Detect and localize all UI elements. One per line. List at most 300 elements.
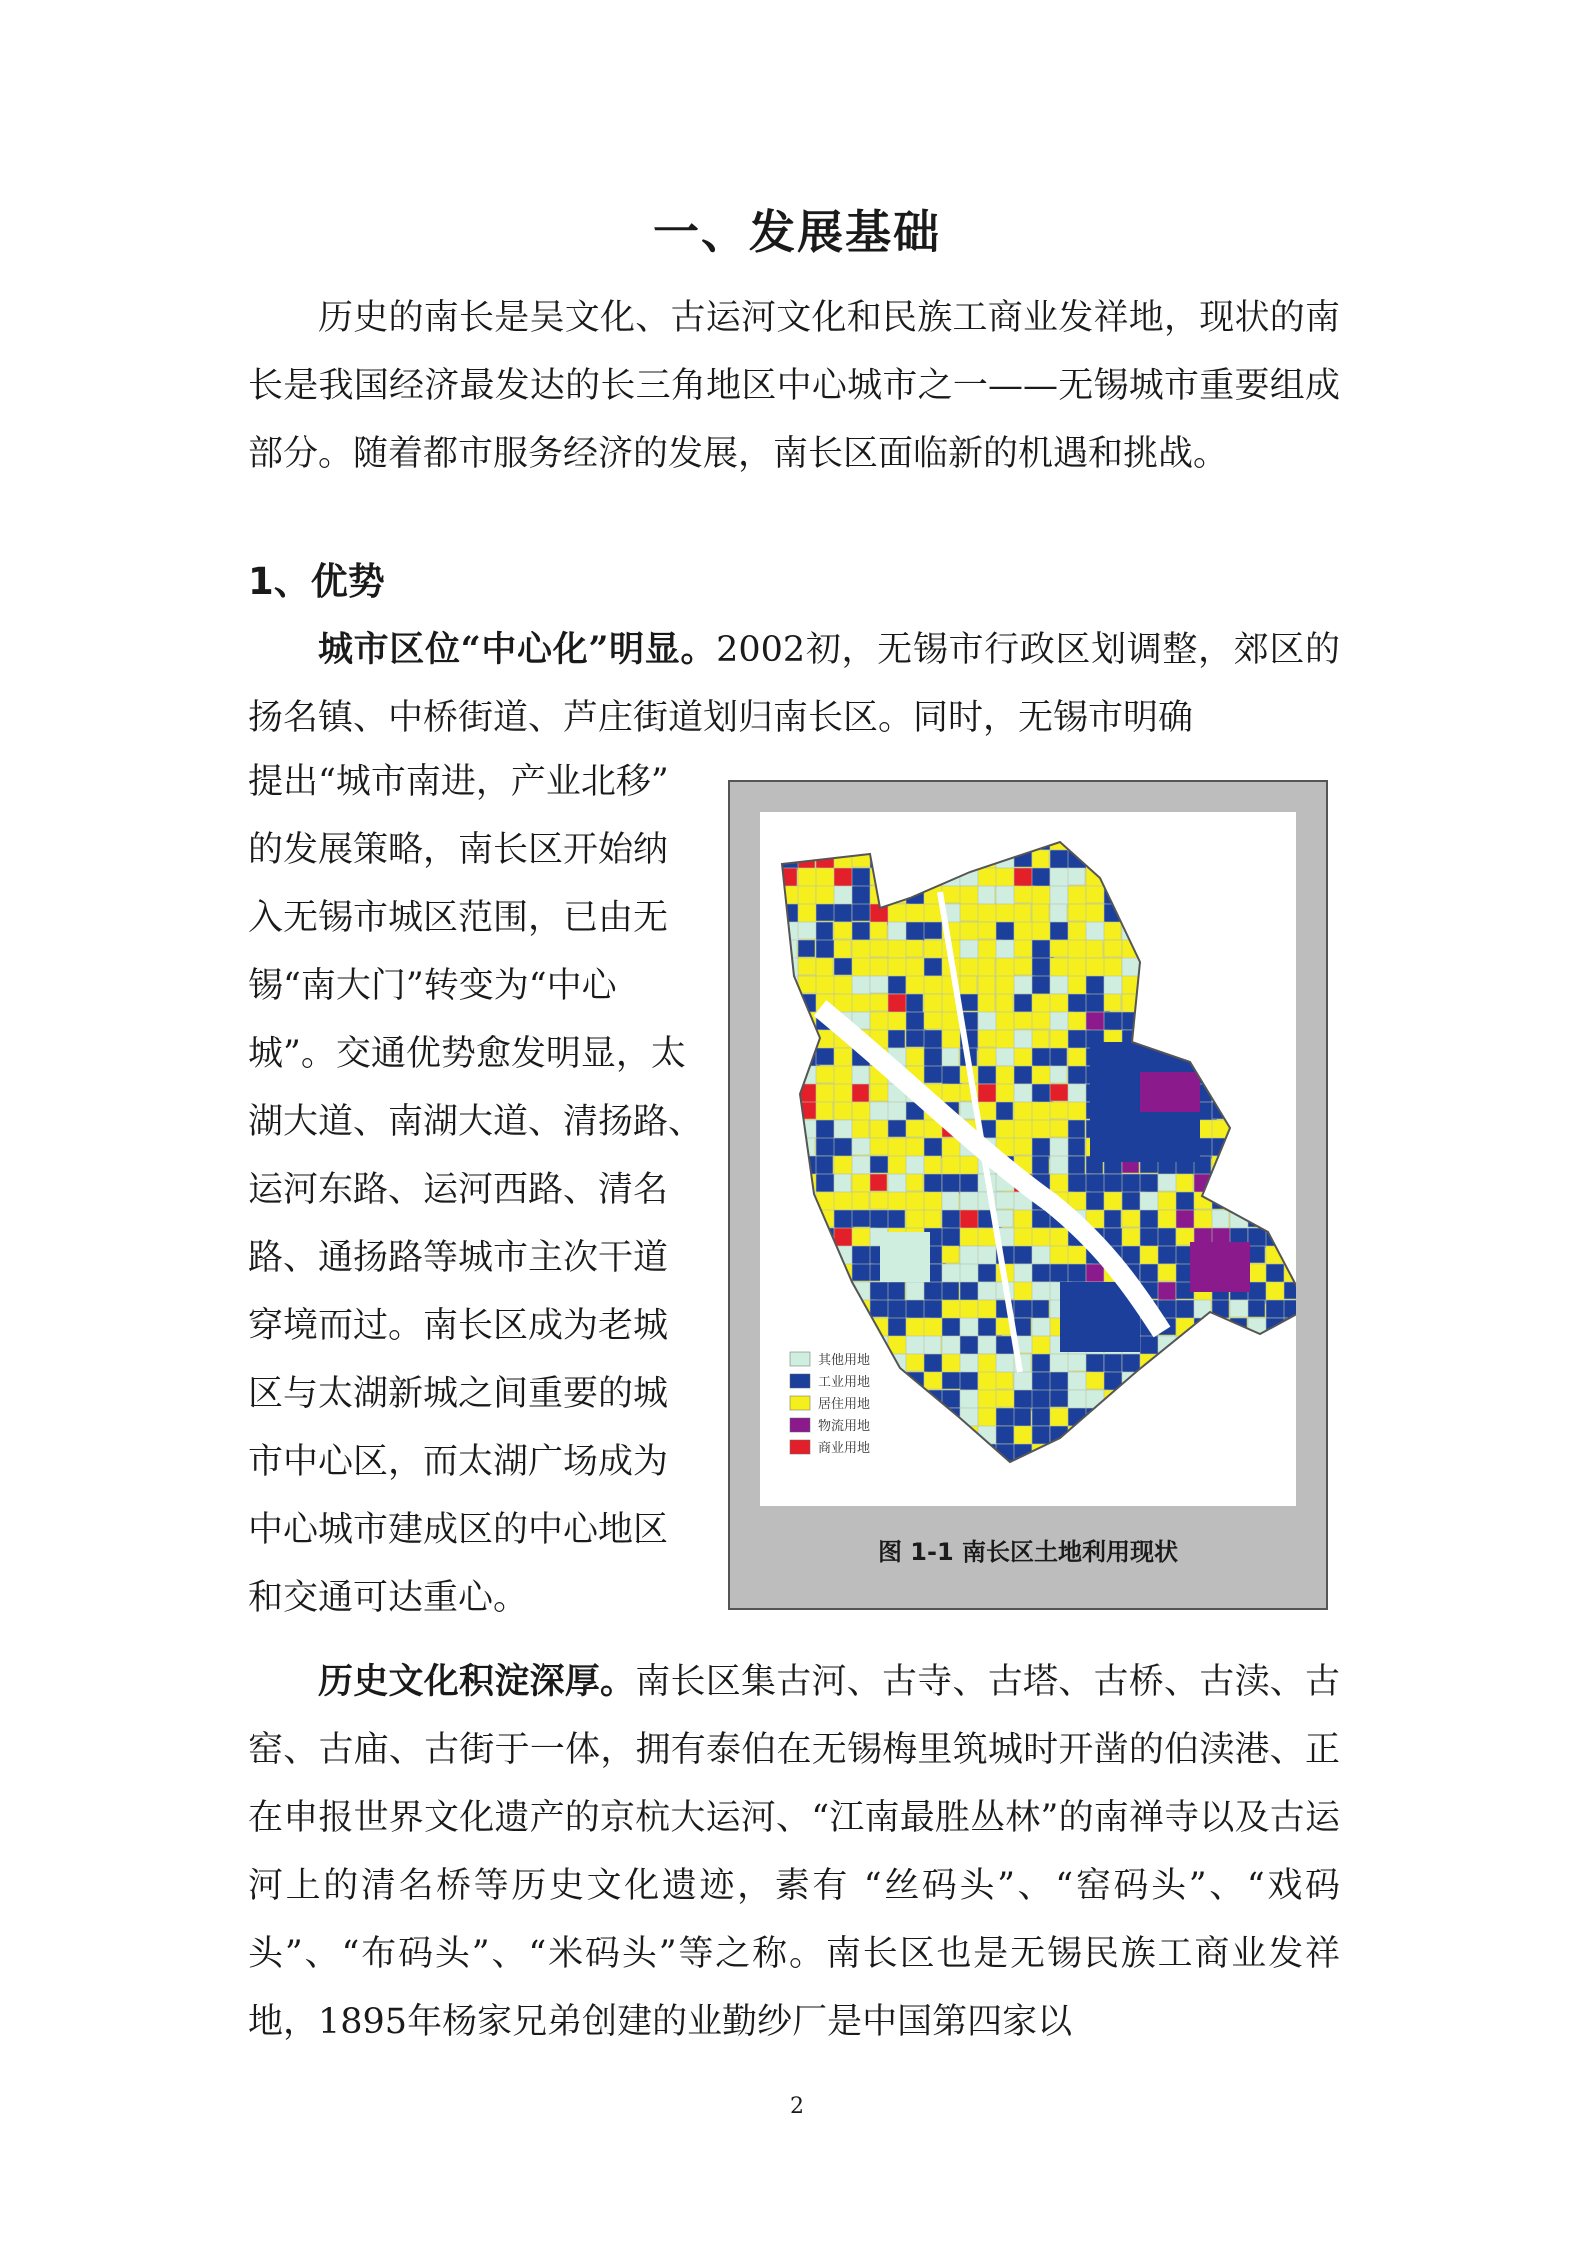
land-parcel <box>1194 1048 1216 1065</box>
land-parcel <box>1122 868 1142 885</box>
land-parcel <box>1158 1030 1177 1050</box>
land-parcel <box>852 904 871 921</box>
land-parcel <box>1248 922 1268 941</box>
land-parcel <box>1266 1426 1283 1447</box>
land-parcel <box>888 976 906 994</box>
land-parcel <box>1032 1156 1049 1175</box>
land-parcel <box>1248 868 1266 885</box>
land-parcel <box>1284 850 1296 870</box>
land-parcel <box>1140 1210 1160 1230</box>
land-parcel <box>1284 1336 1296 1354</box>
land-parcel <box>996 832 1015 849</box>
land-parcel <box>1212 1426 1230 1445</box>
land-parcel <box>996 1048 1016 1066</box>
land-parcel <box>978 958 995 977</box>
land-parcel <box>852 1462 869 1480</box>
wrapped-line: 穿境而过。南长区成为老城 <box>248 1306 669 1346</box>
land-parcel <box>1266 1084 1284 1104</box>
land-parcel <box>1194 1336 1212 1357</box>
land-parcel <box>1140 1072 1200 1112</box>
land-parcel <box>1158 1354 1180 1371</box>
land-parcel <box>1194 1372 1211 1392</box>
land-parcel <box>978 904 998 922</box>
land-parcel <box>1158 940 1180 957</box>
land-parcel <box>1248 1354 1267 1372</box>
land-parcel <box>1140 1462 1163 1479</box>
land-parcel <box>1230 1192 1252 1211</box>
land-parcel <box>1140 832 1159 851</box>
land-parcel <box>1266 1030 1288 1050</box>
wrapped-line: 市中心区，而太湖广场成为 <box>248 1442 669 1482</box>
legend-label: 工业用地 <box>818 1375 871 1390</box>
land-parcel <box>906 1156 925 1175</box>
land-parcel <box>1176 1030 1194 1051</box>
land-parcel <box>1266 1462 1289 1484</box>
land-parcel <box>1194 994 1217 1015</box>
land-parcel <box>1212 1372 1232 1393</box>
land-parcel <box>1122 832 1144 852</box>
land-parcel <box>1050 1066 1067 1083</box>
land-parcel <box>1176 1354 1199 1373</box>
land-parcel <box>924 1462 941 1483</box>
land-parcel <box>1176 976 1197 993</box>
land-parcel <box>1284 1462 1296 1480</box>
land-parcel <box>888 1408 908 1428</box>
land-parcel <box>1158 1462 1179 1484</box>
land-parcel <box>1068 922 1087 941</box>
land-parcel <box>1140 886 1159 905</box>
land-parcel <box>834 1282 853 1299</box>
land-parcel <box>906 868 925 885</box>
land-parcel <box>1014 1444 1032 1465</box>
land-parcel <box>1248 1030 1270 1050</box>
land-parcel <box>960 1462 982 1481</box>
land-parcel <box>852 1084 869 1102</box>
land-parcel <box>1104 1210 1121 1228</box>
land-parcel <box>1104 868 1121 887</box>
land-parcel <box>1158 886 1182 908</box>
land-parcel <box>1284 832 1296 853</box>
land-parcel <box>834 1300 851 1317</box>
land-parcel <box>1212 1444 1233 1463</box>
land-parcel <box>1266 886 1287 903</box>
land-parcel <box>1248 1336 1267 1355</box>
land-parcel <box>1158 922 1179 943</box>
land-parcel <box>1176 1174 1193 1192</box>
land-parcel <box>1104 850 1126 868</box>
wrapped-line: 锡“南大门”转变为“中心 <box>248 966 617 1006</box>
land-parcel <box>906 922 925 941</box>
section-title: 1、优势 <box>248 560 385 603</box>
land-parcel <box>888 1282 905 1302</box>
land-parcel <box>978 832 998 850</box>
land-parcel <box>924 850 941 870</box>
land-parcel <box>1284 886 1296 903</box>
land-parcel <box>1248 1246 1265 1263</box>
land-parcel <box>870 922 887 939</box>
land-parcel <box>780 1084 798 1101</box>
land-parcel <box>780 1138 803 1159</box>
land-parcel <box>1284 1228 1296 1247</box>
land-parcel <box>924 922 944 939</box>
land-parcel <box>1266 1138 1290 1160</box>
land-parcel <box>1140 1390 1161 1412</box>
land-parcel <box>798 1282 819 1302</box>
land-parcel <box>906 1048 924 1066</box>
land-parcel <box>870 1354 893 1376</box>
land-parcel <box>924 1210 941 1230</box>
land-parcel <box>852 1102 870 1122</box>
land-parcel <box>780 1318 804 1338</box>
land-parcel <box>1194 1390 1213 1409</box>
land-parcel <box>1122 1408 1139 1429</box>
land-parcel <box>996 1462 1017 1484</box>
land-parcel <box>852 1318 876 1337</box>
land-parcel <box>1212 850 1236 870</box>
land-parcel <box>1248 994 1269 1014</box>
land-parcel <box>852 976 870 995</box>
land-parcel <box>1248 1084 1270 1104</box>
land-parcel <box>834 1138 852 1158</box>
land-parcel <box>1284 1138 1296 1160</box>
land-parcel <box>1032 868 1050 887</box>
land-parcel <box>1230 976 1250 993</box>
legend-swatch <box>790 1352 810 1366</box>
land-parcel <box>1086 886 1106 903</box>
wrapped-line: 路、通扬路等城市主次干道 <box>248 1238 669 1278</box>
land-parcel <box>1086 1408 1105 1427</box>
land-parcel <box>816 832 840 852</box>
land-parcel <box>1194 958 1214 977</box>
land-parcel <box>924 1444 943 1466</box>
land-parcel <box>942 832 962 852</box>
land-parcel <box>942 1156 961 1176</box>
land-parcel <box>1284 1426 1296 1443</box>
land-parcel <box>1230 1426 1249 1448</box>
land-parcel <box>1248 1012 1266 1029</box>
land-parcel <box>1230 1138 1248 1157</box>
land-parcel <box>780 1048 802 1066</box>
land-parcel <box>1176 1372 1195 1390</box>
land-parcel <box>1284 868 1296 886</box>
land-parcel <box>780 1264 802 1283</box>
land-parcel <box>924 832 944 854</box>
land-parcel <box>1050 1372 1070 1391</box>
land-parcel <box>1284 1282 1296 1299</box>
intro-paragraph: 历史的南长是吴文化、古运河文化和民族工商业发祥地，现状的南长是我国经济最发达的长三角地区中心城市之一——无锡城市重要组成部分。随着都市服务经济的发展，南长区面临新的机遇和挑战。 <box>248 298 1340 474</box>
land-parcel <box>888 850 911 868</box>
land-parcel <box>1158 1012 1179 1033</box>
land-parcel <box>1050 868 1070 888</box>
land-parcel <box>870 1102 890 1122</box>
land-parcel <box>798 940 815 957</box>
land-parcel <box>870 958 888 976</box>
land-parcel <box>1284 976 1296 994</box>
land-parcel <box>906 1174 923 1191</box>
land-parcel <box>1050 1444 1074 1464</box>
land-parcel <box>1194 922 1217 943</box>
land-parcel <box>870 886 891 906</box>
land-parcel <box>1032 904 1049 923</box>
wrapped-line: 城”。交通优势愈发明显，太 <box>248 1034 686 1074</box>
land-parcel <box>906 1444 930 1464</box>
land-parcel <box>1122 958 1144 978</box>
land-parcel <box>816 1282 838 1302</box>
paragraph-lead: 历史文化积淀深厚。 <box>318 1661 636 1702</box>
land-parcel <box>888 868 906 886</box>
land-parcel <box>906 1426 927 1444</box>
land-parcel <box>1158 868 1179 886</box>
land-parcel <box>780 1282 801 1304</box>
land-parcel <box>978 1048 997 1066</box>
land-parcel <box>1266 868 1287 890</box>
land-parcel <box>1284 1444 1296 1461</box>
land-use-figure <box>728 780 1328 1610</box>
land-parcel <box>1230 1444 1250 1466</box>
land-parcel <box>1104 922 1121 940</box>
land-parcel <box>1266 958 1289 975</box>
land-parcel <box>1212 958 1236 979</box>
land-parcel <box>798 958 816 975</box>
land-parcel <box>978 1462 999 1484</box>
land-parcel <box>1140 1228 1160 1248</box>
land-parcel <box>1266 1066 1283 1085</box>
wrapped-line: 的发展策略，南长区开始纳 <box>248 830 669 870</box>
land-parcel <box>1284 1246 1296 1265</box>
land-parcel <box>1140 922 1158 941</box>
land-parcel <box>960 994 978 1011</box>
land-parcel <box>1104 886 1124 905</box>
land-parcel <box>1140 850 1157 868</box>
land-parcel <box>1032 886 1050 905</box>
land-parcel <box>1104 904 1127 923</box>
land-parcel <box>1140 976 1164 993</box>
land-parcel <box>1014 1372 1034 1392</box>
land-parcel <box>996 868 1014 887</box>
land-parcel <box>1266 940 1283 958</box>
land-parcel <box>1086 832 1104 850</box>
land-parcel <box>870 1426 893 1448</box>
land-parcel <box>1032 1030 1049 1049</box>
land-parcel <box>1122 976 1143 994</box>
land-parcel <box>1050 1462 1068 1484</box>
land-parcel <box>1266 904 1287 922</box>
land-parcel <box>852 1174 872 1192</box>
advantage-paragraph-history <box>248 1648 1340 2056</box>
land-parcel <box>1194 1012 1217 1030</box>
land-parcel <box>1104 976 1122 995</box>
land-parcel <box>798 1156 817 1175</box>
land-parcel <box>1086 1444 1104 1463</box>
land-parcel <box>942 1228 962 1247</box>
land-parcel <box>1176 1336 1194 1355</box>
wrapped-line: 入无锡市城区范围，已由无 <box>248 898 669 938</box>
land-parcel <box>1086 976 1106 996</box>
land-parcel <box>1194 940 1212 960</box>
land-parcel <box>1140 1012 1157 1030</box>
wrapped-line: 区与太湖新城之间重要的城 <box>248 1374 669 1414</box>
land-parcel <box>816 1300 838 1319</box>
wrapped-text-column <box>248 748 704 1632</box>
land-parcel <box>780 1156 798 1177</box>
paragraph-body: 2002初，无锡市行政区划调整，郊区的扬名镇、中桥街道、芦庄街道划归南长区。同时，无锡市明确 <box>248 630 1341 738</box>
land-parcel <box>1140 1030 1164 1047</box>
land-parcel <box>1248 940 1267 958</box>
paragraph-body: 南长区集古河、古寺、古塔、古桥、古渎、古窑、古庙、古街于一体，拥有泰伯在无锡梅里筑城时开凿的伯渎港、正在申报世界文化遗产的京杭大运河、“江南最胜丛林”的南禅寺以及古运河上的清名桥等历史文化遗迹，素有 “丝码头”、“窑码头”、“戏码头”、“布码头”、“米码头”等之称。南长区也是无锡民族工商业发祥地，1895年杨家兄弟创建的业勤纱厂是中国第四家以 <box>248 1662 1340 2042</box>
land-parcel <box>1140 1192 1159 1212</box>
land-parcel <box>888 1462 907 1481</box>
land-parcel <box>1266 1120 1283 1142</box>
land-parcel <box>816 1318 836 1336</box>
land-parcel <box>1158 994 1181 1015</box>
land-parcel <box>1284 1156 1296 1175</box>
land-parcel <box>1176 1444 1197 1466</box>
land-parcel <box>780 1300 799 1318</box>
land-parcel <box>1266 1408 1287 1425</box>
land-parcel <box>1266 1246 1284 1264</box>
land-parcel <box>1266 1372 1285 1391</box>
land-parcel <box>816 1138 836 1156</box>
land-parcel <box>1158 1210 1177 1229</box>
land-parcel <box>816 1066 835 1083</box>
land-parcel <box>1212 832 1235 854</box>
land-parcel <box>1230 1408 1254 1429</box>
land-parcel <box>924 1372 944 1389</box>
land-parcel <box>1194 1030 1217 1051</box>
land-parcel <box>960 886 979 904</box>
land-parcel <box>1284 994 1296 1013</box>
land-parcel <box>1104 1372 1123 1391</box>
land-parcel <box>1266 1210 1286 1227</box>
land-parcel <box>1158 1174 1178 1191</box>
land-parcel <box>1086 1012 1106 1032</box>
land-parcel <box>780 1228 804 1246</box>
land-parcel <box>1140 994 1157 1012</box>
land-parcel <box>816 1264 838 1284</box>
land-parcel <box>942 850 965 867</box>
land-parcel <box>1284 1174 1296 1195</box>
land-parcel <box>942 1426 962 1444</box>
land-parcel <box>834 1102 852 1120</box>
land-use-map-drawing <box>760 812 1296 1506</box>
land-parcel <box>1212 1030 1234 1047</box>
land-parcel <box>1176 1462 1198 1481</box>
land-parcel <box>1230 832 1254 854</box>
map-legend <box>790 1352 870 1456</box>
land-parcel <box>1230 1012 1254 1030</box>
land-parcel <box>888 1426 905 1448</box>
land-parcel <box>1230 1390 1251 1409</box>
land-parcel <box>1230 850 1254 871</box>
land-parcel <box>996 1084 1015 1103</box>
land-parcel <box>978 1300 998 1319</box>
land-parcel <box>996 1426 1014 1444</box>
land-parcel <box>1230 922 1254 939</box>
land-parcel <box>1122 1228 1140 1248</box>
legend-swatch <box>790 1396 810 1410</box>
land-parcel <box>1176 994 1200 1015</box>
land-parcel <box>1140 1264 1158 1283</box>
land-parcel <box>888 832 908 850</box>
land-parcel <box>1284 1084 1296 1101</box>
land-parcel <box>780 1012 803 1029</box>
land-parcel <box>1068 1444 1090 1464</box>
land-parcel <box>1032 1390 1050 1410</box>
land-parcel <box>942 1174 960 1194</box>
land-parcel <box>1068 1048 1086 1068</box>
land-parcel <box>1248 1264 1268 1284</box>
land-parcel <box>1122 904 1145 921</box>
land-parcel <box>834 1084 854 1103</box>
land-parcel <box>1190 1242 1250 1292</box>
land-parcel <box>780 1192 802 1213</box>
land-parcel <box>1266 922 1285 940</box>
land-parcel <box>1212 1390 1229 1407</box>
land-parcel <box>870 1174 887 1191</box>
land-parcel <box>1104 994 1121 1011</box>
land-parcel <box>1248 1048 1265 1065</box>
land-parcel <box>1086 904 1106 924</box>
land-parcel <box>1140 1426 1163 1443</box>
land-parcel <box>1176 850 1196 870</box>
land-parcel <box>996 922 1015 942</box>
land-parcel <box>1248 1426 1268 1445</box>
land-parcel <box>834 940 851 960</box>
land-parcel <box>852 850 871 867</box>
land-parcel <box>816 1246 838 1265</box>
land-parcel <box>906 940 923 957</box>
land-parcel <box>1284 904 1296 924</box>
land-parcel <box>798 1264 822 1281</box>
land-parcel <box>942 1246 959 1263</box>
figure-caption: 图 1-1 南长区土地利用现状 <box>877 1538 1179 1566</box>
land-parcel <box>1176 868 1194 889</box>
land-parcel <box>888 1192 907 1211</box>
land-parcel <box>1266 832 1285 851</box>
land-parcel <box>942 1030 962 1050</box>
land-parcel <box>1176 886 1193 908</box>
land-parcel <box>798 1228 818 1250</box>
land-parcel <box>1212 940 1231 959</box>
paragraph-lead: 城市区位“中心化”明显。 <box>318 629 717 670</box>
land-parcel <box>1248 1156 1271 1177</box>
land-parcel <box>960 1444 983 1461</box>
land-parcel <box>1266 1264 1286 1284</box>
land-parcel <box>1050 976 1068 994</box>
land-parcel <box>798 1174 818 1193</box>
land-parcel <box>1158 958 1181 977</box>
land-parcel <box>996 1210 1013 1227</box>
land-parcel <box>1248 1210 1265 1227</box>
land-parcel <box>1068 904 1087 921</box>
land-parcel <box>1266 1156 1288 1177</box>
land-parcel <box>780 1102 803 1121</box>
land-parcel <box>870 1390 887 1407</box>
land-parcel <box>1230 1336 1253 1354</box>
wrapped-line: 湖大道、南湖大道、清扬路、 <box>248 1102 704 1142</box>
land-parcel <box>1158 1192 1178 1210</box>
land-parcel <box>888 1102 908 1120</box>
land-parcel <box>1248 1300 1265 1317</box>
land-parcel <box>1032 850 1049 869</box>
land-parcel <box>1194 1408 1215 1425</box>
land-parcel <box>1068 1156 1085 1175</box>
land-parcel <box>1158 1372 1182 1391</box>
land-parcel <box>1194 1444 1216 1462</box>
land-parcel <box>1230 868 1253 887</box>
legend-swatch <box>790 1374 810 1388</box>
land-parcel <box>1230 1372 1247 1389</box>
